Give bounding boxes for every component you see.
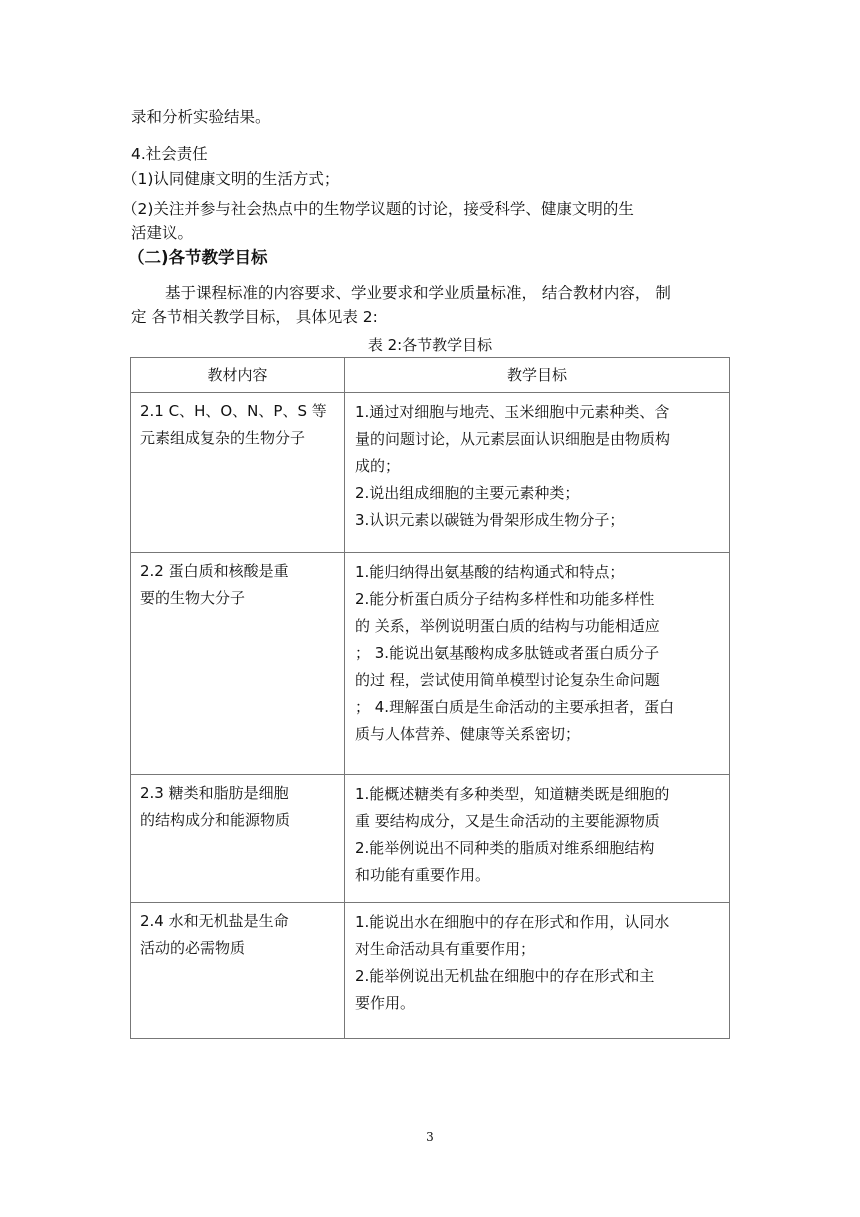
goal-line: ； 4.理解蛋白质是生命活动的主要承担者，蛋白 xyxy=(355,698,675,716)
goal-line: 2.说出组成细胞的主要元素种类； xyxy=(355,484,580,502)
para-line-2: 定 各节相关教学目标， 具体见表 2: xyxy=(131,308,378,326)
section-heading: （二)各节教学目标 xyxy=(128,248,268,267)
goal-line: 的 关系，举例说明蛋白质的结构与功能相适应 xyxy=(355,617,660,635)
goal-line: ； 3.能说出氨基酸构成多肽链或者蛋白质分子 xyxy=(355,644,660,662)
row-goals-cell xyxy=(345,553,730,775)
intro-line-1: 录和分析实验结果。 xyxy=(131,108,271,126)
content-line: 元素组成复杂的生物分子 xyxy=(140,429,306,447)
row-goals-cell xyxy=(345,393,730,553)
intro-line-3: （1)认同健康文明的生活方式； xyxy=(122,170,340,188)
intro-line-2: 4.社会责任 xyxy=(131,145,208,163)
para-line-1: 基于课程标准的内容要求、学业要求和学业质量标准， 结合教材内容， 制 xyxy=(165,284,671,302)
content-line: 2.4 水和无机盐是生命 xyxy=(140,912,289,930)
table-row xyxy=(131,553,730,775)
goal-line: 1.能说出水在细胞中的存在形式和作用，认同水 xyxy=(355,913,670,931)
goal-line: 的过 程，尝试使用简单模型讨论复杂生命问题 xyxy=(355,671,660,689)
intro-line-4: （2)关注并参与社会热点中的生物学议题的讨论，接受科学、健康文明的生 xyxy=(122,200,634,218)
intro-line-5: 活建议。 xyxy=(131,224,194,242)
content-line: 2.3 糖类和脂肪是细胞 xyxy=(140,784,289,802)
table-row xyxy=(131,775,730,903)
goal-line: 量的问题讨论，从元素层面认识细胞是由物质构 xyxy=(355,430,671,448)
goal-line: 2.能举例说出不同种类的脂质对维系细胞结构 xyxy=(355,839,655,857)
row-content-cell xyxy=(131,393,345,553)
row-goals-cell xyxy=(345,775,730,903)
row-goals-cell xyxy=(345,903,730,1039)
content-line: 的结构成分和能源物质 xyxy=(140,811,291,829)
row-content-cell xyxy=(131,775,345,903)
row-content-cell xyxy=(131,903,345,1039)
goal-line: 成的； xyxy=(355,457,401,475)
goal-line: 3.认识元素以碳链为骨架形成生物分子； xyxy=(355,511,625,529)
goal-line: 对生命活动具有重要作用； xyxy=(355,940,536,958)
goal-line: 1.通过对细胞与地壳、玉米细胞中元素种类、含 xyxy=(355,403,670,421)
goal-line: 质与人体营养、健康等关系密切； xyxy=(355,725,581,743)
table-header-row xyxy=(131,358,730,393)
content-line: 2.1 C、H、O、N、P、S 等 xyxy=(140,402,327,420)
goal-line: 1.能归纳得出氨基酸的结构通式和特点； xyxy=(355,563,625,581)
goal-line: 和功能有重要作用。 xyxy=(355,866,491,884)
table-row xyxy=(131,903,730,1039)
content-line: 2.2 蛋白质和核酸是重 xyxy=(140,562,289,580)
row-content-cell xyxy=(131,553,345,775)
header-content: 教材内容 xyxy=(131,358,345,393)
goal-line: 重 要结构成分，又是生命活动的主要能源物质 xyxy=(355,812,660,830)
goal-line: 2.能举例说出无机盐在细胞中的存在形式和主 xyxy=(355,967,655,985)
goal-line: 1.能概述糖类有多种类型，知道糖类既是细胞的 xyxy=(355,785,670,803)
table-row xyxy=(131,393,730,553)
page-number: 3 xyxy=(426,1130,434,1144)
objectives-table xyxy=(130,357,730,1039)
content-line: 要的生物大分子 xyxy=(140,589,246,607)
goal-line: 要作用。 xyxy=(355,994,416,1012)
header-goals: 教学目标 xyxy=(345,358,730,393)
table-caption: 表 2:各节教学目标 xyxy=(367,336,493,354)
content-line: 活动的必需物质 xyxy=(140,939,246,957)
goal-line: 2.能分析蛋白质分子结构多样性和功能多样性 xyxy=(355,590,655,608)
